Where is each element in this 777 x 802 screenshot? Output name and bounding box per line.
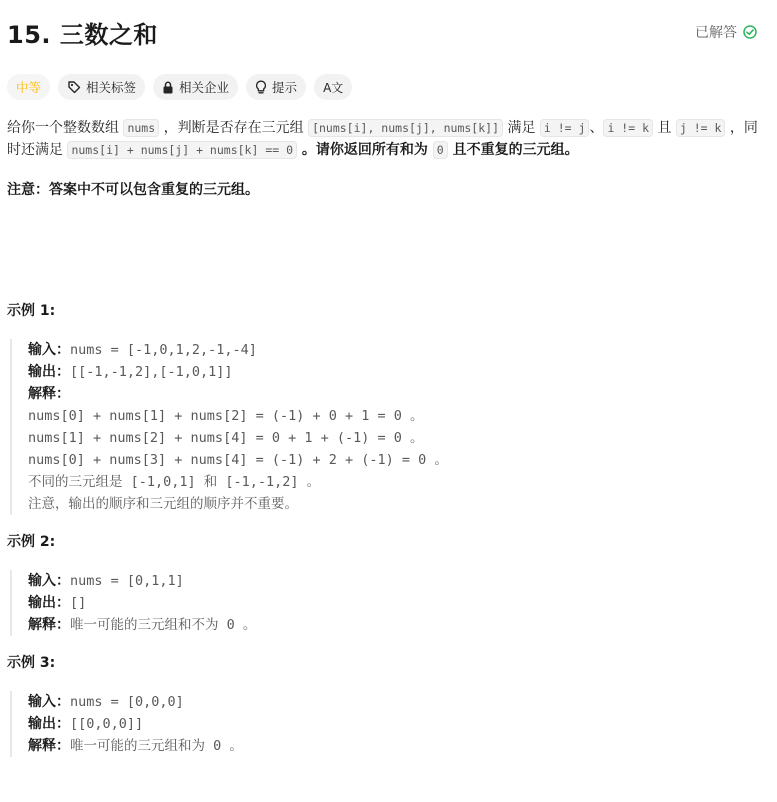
explain-label: 解释： [28,617,70,633]
note-text: 答案中不可以包含重复的三元组。 [49,182,259,198]
example-1-block [10,339,770,515]
statement-text: ，同时还满足 [7,120,758,158]
related-tags-button[interactable] [58,74,145,100]
related-tags-label: 相关标签 [86,80,137,95]
translate-button[interactable] [314,74,352,100]
explain-line: nums[1] + nums[2] + nums[4] = 0 + 1 + (-1) = 0 。 [28,430,424,446]
example-input: nums = [0,0,0] [70,694,184,710]
difficulty-badge: 中等 [7,74,50,100]
explain-label: 解释： [28,738,70,754]
statement-text: 。请你返回所有和为 [297,142,433,158]
input-label: 输入： [28,573,70,589]
note-label: 注意： [7,182,49,198]
code-nums: nums [123,119,159,137]
statement-text: 、 [589,120,604,136]
explain-line: 注意，输出的顺序和三元组的顺序并不重要。 [28,496,298,512]
related-companies-label: 相关企业 [179,80,230,95]
example-2-title: 示例 2: [7,534,56,550]
solved-label: 已解答 [695,25,737,41]
title-row [7,0,770,64]
code-triplet: [nums[i], nums[j], nums[k]] [308,119,503,137]
statement-text: 给你一个整数数组 [7,120,124,136]
problem-statement [7,117,767,161]
code-i-ne-j: i != j [540,119,590,137]
example-input: nums = [0,1,1] [70,573,184,589]
statement-text: 满足 [503,120,540,136]
lock-icon [162,81,174,94]
input-label: 输入： [28,694,70,710]
problem-title[interactable]: 15. 三数之和 [7,20,158,49]
explain-line: 不同的三元组是 [-1,0,1] 和 [-1,-1,2] 。 [28,474,321,490]
hints-label: 提示 [272,80,298,95]
example-3-block [10,691,770,757]
example-input: nums = [-1,0,1,2,-1,-4] [70,342,257,358]
explain-line: nums[0] + nums[1] + nums[2] = (-1) + 0 + 1 = 0 。 [28,408,424,424]
hints-button[interactable] [246,74,306,100]
output-label: 输出： [28,364,70,380]
example-output: [] [70,595,87,611]
check-circle-icon [743,25,757,39]
code-j-ne-k: j != k [676,119,726,137]
example-output: [[0,0,0]] [70,716,144,732]
solved-status [695,22,770,42]
example-output: [[-1,-1,2],[-1,0,1]] [70,364,233,380]
statement-text: ，判断是否存在三元组 [159,120,309,136]
example-3-title: 示例 3: [7,655,56,671]
output-label: 输出： [28,595,70,611]
tag-bar [7,74,770,100]
related-companies-button[interactable] [153,74,238,100]
statement-text: 且不重复的三元组。 [447,142,579,158]
tag-icon [67,80,81,94]
code-i-ne-k: i != k [603,119,653,137]
explain-line: nums[0] + nums[3] + nums[4] = (-1) + 2 + (-1) = 0 。 [28,452,448,468]
example-1-title: 示例 1: [7,303,56,319]
code-sum-zero: nums[i] + nums[j] + nums[k] == 0 [67,141,297,159]
output-label: 输出： [28,716,70,732]
example-explain: 唯一可能的三元组和为 0 。 [70,738,243,754]
translate-icon: A文 [323,80,344,95]
example-explain: 唯一可能的三元组和不为 0 。 [70,617,257,633]
lightbulb-icon [255,80,267,95]
code-zero: 0 [433,141,448,159]
example-2-block [10,570,770,636]
input-label: 输入： [28,342,70,358]
note [7,179,770,201]
statement-text: 且 [653,120,676,136]
explain-label: 解释： [28,386,70,402]
